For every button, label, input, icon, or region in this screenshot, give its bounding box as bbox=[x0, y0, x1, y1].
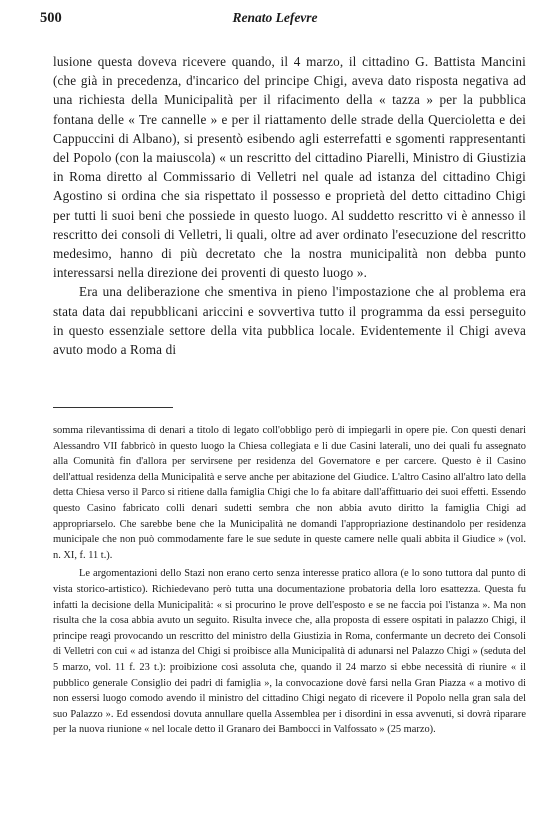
footnotes bbox=[53, 423, 526, 738]
footnote-paragraph: somma rilevantissima di denari a titolo di legato coll'obbligo però di impiegarli in opere pie. Con questi denari Alessandro VII fabbricò in questo luogo la Chiesa collegiata e li due Casini laterali, uno dei quali fu assegnato alla Comunità fin d'allora per servirsene per residenza del Governatore e per carcere. Questo è il Casino dell'attual residenza della Municipalità e serve anche per abitazione del Giudice. L'altro Casino all'altro lato della detta Chiesa verso il Parco si ritiene dalla famiglia Chigi che lo fa abitare dall'affittuario dei suoi effetti. Essendo questo Casino fabricato colli denari sudetti sembra che non abbia avuto diritto la famiglia Chigi ad appropriarselo. Che sarebbe bene che la Municipalità ne domandi l'appropriazione destinandolo per residenza municipale che non può commodamente fare le sue sedute in queste camere nelle quali abbita il Giudice » (vol. n. XI, f. 11 t.). bbox=[53, 425, 526, 561]
footnote-paragraph: Le argomentazioni dello Stazi non erano certo senza interesse pratico allora (e lo sono tuttora dal punto di vista storico-artistico). Richiedevano però tutta una documentazione probatoria della loro esattezza. Questa fu infatti la decisione della Municipalità: « si procurino le prove dell'esposto e se ne faccia poi l'istanza ». Ma non risulta che la cosa abbia avuto un seguito. Risulta invece che, alla proposta di essere ospitati in palazzo Chigi, il principe reagì provocando un rescritto del ministro della Giustizia in Roma, confermante un decreto dei Consoli di Velletri con cui « ad istanza del Chigi si proibisce alla Municipalità di adunarsi nel Palazzo Chigi » (seduta del 5 marzo, vol. 11 f. 23 t.): proibizione così assoluta che, quando il 24 marzo si ebbe necessità di riunire « il pubblico generale Consiglio dei padri di famiglia », la convocazione dovè farsi nella Gran Piazza « a motivo di non essersi luogo comodo avendo il ministro del cittadino Chigi negato di ricevere il Popolo nella gran sala del suo Palazzo ». Ed essendosi dovuta annullare quella Assemblea per i disordini in essa avvenuti, si dovrà riparare per la nuova riunione « nel locale detto il Granaro dei Bambocci in Valfossato » (25 marzo). bbox=[53, 568, 526, 736]
page-header bbox=[40, 10, 510, 32]
running-title: Renato Lefevre bbox=[232, 10, 318, 25]
main-text bbox=[53, 52, 526, 359]
footnote-divider bbox=[53, 407, 173, 408]
main-paragraph: Era una deliberazione che smentiva in pieno l'impostazione che al problema era stata data dai repubblicani ariccini e sovvertiva tutto il programma da essi perseguito in questo essenziale settore della vita pubblica locale. Evidentemente il Chigi aveva avuto modo a Roma di bbox=[53, 284, 526, 358]
main-paragraph: lusione questa doveva ricevere quando, il 4 marzo, il cittadino G. Battista Mancini (che già in precedenza, d'incarico del principe Chigi, aveva dato risposta negativa ad una richiesta della Municipalità per il rifacimento della « tazza » per la pubblica fontana delle « Tre cannelle » e per il riattamento delle strade della Quercioletta e dei Cappuccini di Albano), si presentò esibendo agli esterrefatti e sgomenti rappresentanti del Popolo (con la maiuscola) « un rescritto del cittadino Piarelli, Ministro di Giustizia in Roma diretto al Commissario di Velletri nel quale ad istanza del cittadino Chigi Agostino si ordina che sia rispettato il possesso e proprietà del detto cittadino Chigi per tutti li suoi beni che possiede in questo luogo. Al suddetto rescritto vi è annesso il rescritto dei consoli di Velletri, li quali, oltre ad aver ordinato l'esecuzione del rescritto medesimo, hanno di più decretato che la nostra municipalità non debba punto interessarsi nella direzione dei proventi di questo luogo ». bbox=[53, 54, 526, 281]
page-number: 500 bbox=[40, 10, 62, 26]
